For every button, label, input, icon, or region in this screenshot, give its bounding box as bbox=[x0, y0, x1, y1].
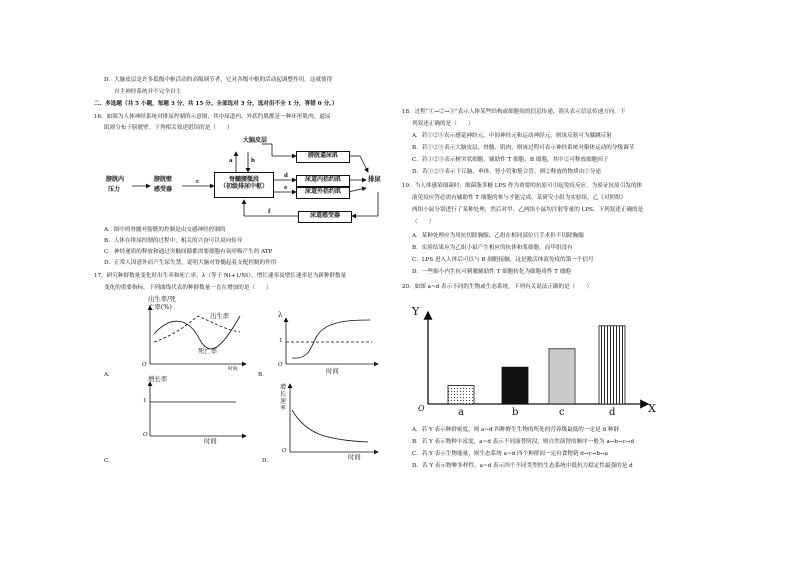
q17c-xlabel: 时间 bbox=[204, 437, 217, 445]
q19-stem-line2: 液免疫应答必需有辅助性 T 细胞的参与才能完成，某研究小组为实验组，乙《对照组》 bbox=[412, 195, 627, 201]
q16-inner-sphincter-box: 尿道内括约肌 bbox=[296, 175, 350, 187]
q19-stem-line1: 19．当人体感染细菌时，细菌脂多糖 LPS 作为重要的抗原可引起免疫反应。为验证抗原引发的体 bbox=[402, 183, 643, 189]
q17a-ylabel-l1: 出生率/死 bbox=[148, 295, 176, 303]
q16-path-c: c bbox=[196, 179, 200, 185]
q17-stem-line1: 17．研究种群数量变化时出生率和死亡率，λ（等于 Nt+1/Nt），增长速率及增长速率是为新种群数量 bbox=[94, 273, 347, 279]
q17b-option-label: B． bbox=[258, 372, 268, 378]
q16-bladder-receptor-l2: 感受器 bbox=[154, 186, 173, 193]
q16-bladder-pressure-l2: 压力 bbox=[108, 186, 121, 193]
q16-bladder-receptor-l1: 膀胱壁 bbox=[154, 176, 173, 183]
q17c-origin: O bbox=[143, 432, 148, 438]
q16-stem-line2: 肌则分布于膀胱壁。下列相关叙述错误的是（ ） bbox=[104, 125, 233, 131]
q16-path-b: b bbox=[251, 158, 255, 164]
q16-path-e: e bbox=[284, 185, 288, 191]
q18-stem-line2: 列叙述正确的是（ ） bbox=[412, 121, 474, 127]
q17a-death-label: 死亡率 bbox=[198, 347, 218, 355]
q19-option-c: C．LPS 进入人体后可以与 B 细胞接触，这是激活体液免疫的第一个信号 bbox=[412, 257, 594, 263]
q20-category-c: c bbox=[559, 407, 565, 418]
q16-outer-sphincter-box: 尿道外括约肌 bbox=[296, 187, 350, 199]
q18-option-a: A．若①②③表示感觉神经元、中间神经元和运动神经元，则该反射可为膝跳反射 bbox=[412, 133, 612, 139]
q17-stem-line2: 变化的重要指标。下列曲线代表的种群数量一直在增加的是（ ） bbox=[104, 285, 272, 291]
q17d-origin: O bbox=[282, 448, 287, 454]
q17b-xlabel: 时间 bbox=[326, 367, 339, 375]
q17a-ylabel-l2: 亡率(%) bbox=[148, 303, 172, 311]
q20-category-b: b bbox=[512, 407, 519, 418]
q16-option-c: C．神经递质的释放和通过突触间隙都需要细胞有氧呼吸产生的 ATP bbox=[104, 249, 273, 255]
q16-spinal-label-l2: （初级排尿中枢） bbox=[219, 183, 268, 190]
q19-option-b: B．实验结果应为乙组小鼠产生相应的抗体和浆细胞，而甲组没有 bbox=[412, 245, 573, 251]
q20-origin: O bbox=[418, 404, 425, 413]
q20-bar-b bbox=[502, 367, 528, 404]
q18-option-b: B．若①②③表示大脑皮层、脊髓、肌肉，则该过程可表示神经系统对躯体运动的分级调节 bbox=[412, 145, 635, 151]
q20-stem: 20．如图 a~d 表示不同的生物或生态系统。下列有关说法正确的是（ ） bbox=[402, 284, 593, 290]
q16-stem-line1: 16．如图为人体神经系统对排尿控制的示意图，其中尿道内、外括约肌都是一种环形肌肉，逼尿 bbox=[94, 114, 331, 120]
q16-detrusor-box: 膀胱逼尿肌 bbox=[296, 151, 350, 163]
q17b-lambda: λ bbox=[278, 311, 283, 319]
q20-x-label: X bbox=[648, 402, 656, 415]
q17d-option-label: D． bbox=[262, 458, 273, 464]
q16-path-a: a bbox=[229, 158, 233, 164]
q20-y-label: Y bbox=[412, 305, 420, 318]
q17d-ylabel-1: 增 bbox=[280, 384, 287, 391]
q20-option-b: B．若 Y 表示物种丰富度，a~d 表示不同演替阶段，则自然演替的顺序一般为 a→b→c→d bbox=[412, 439, 635, 445]
q17d-ylabel-2: 长 bbox=[280, 391, 287, 398]
q18-stem-line1: 18．过程“①→②→③”表示人体某些结构或细胞间的信息传递，箭头表示信息传递方向。下 bbox=[402, 109, 626, 115]
q17a-origin: O bbox=[142, 362, 147, 368]
q16-urethra-receptor-box: 尿道感受器 bbox=[298, 211, 352, 223]
q17d-ylabel-4: 率 bbox=[280, 405, 287, 412]
q17b-one-tick: 1 bbox=[279, 338, 283, 344]
q15-option-d-line2: 自主神经系统并不完全自主 bbox=[114, 89, 182, 95]
q19-stem-line4: （ ） bbox=[412, 219, 435, 225]
q19-option-d: D．一些缩小内生抗可刺激辅助性 T 细胞转化为细胞毒性 T 细胞 bbox=[412, 269, 571, 275]
q17d-ylabel-3: 速 bbox=[280, 398, 287, 405]
q17c-option-label: C． bbox=[104, 458, 114, 464]
q16-spinal-label-l1: 脊髓腰骶段 bbox=[228, 176, 259, 183]
q20-bar-a bbox=[448, 386, 474, 404]
q20-category-a: a bbox=[458, 407, 464, 418]
q16-urination-label: 排尿 bbox=[368, 175, 381, 183]
q20-category-d: d bbox=[609, 407, 616, 418]
q20-bar-d bbox=[599, 326, 625, 404]
section-multi-choice-heading: 二、多选题（共 5 小题，每题 3 分，共 15 分。全部选对 3 分，选对但不全 1 分，答错 0 分。） bbox=[94, 101, 338, 107]
q18-option-d: D．若①②③表示下丘脑、垂体、肾小管和集合管，则②释放的物质由①分泌 bbox=[412, 169, 602, 175]
q16-option-a: A．图中的脊髓对膀胱的控制是由交感神经控制的 bbox=[104, 227, 226, 233]
q15-option-d-line1: D．大脑皮层是许多低级中枢活动的高级调节者，它对各级中枢的活动起调整作用，这就使得 bbox=[104, 77, 333, 83]
q16-path-d: d bbox=[284, 173, 288, 179]
q20-bar-c bbox=[549, 349, 575, 404]
q18-option-c: C．若①②③表示树突状细胞、辅助性 T 细胞、B 细胞，其中②可释放细胞因子 bbox=[412, 157, 609, 163]
q17d-xlabel: 时间 bbox=[348, 453, 361, 461]
q17a-xlabel: 时间 bbox=[228, 367, 238, 372]
q19-stem-line3: 两组小鼠分别进行了某种处理，然后对甲、乙两组小鼠均注射等量的 LPS。下列叙述正确的是 bbox=[412, 207, 644, 213]
q20-option-d: D．若 Y 表示物种多样性，a~d 表示四个不同类型的生态系统中抵抗力稳定性最强的是 d bbox=[412, 463, 633, 469]
q16-path-f: f bbox=[268, 209, 271, 215]
q20-option-c: C．若 Y 表示生物能量，则生态系统 a~d 四个种群间一定有食物链 d→c→b→a bbox=[412, 451, 609, 457]
q16-option-b: B．人体在排尿控制的过程中，相关的兴奋可以双向传导 bbox=[104, 238, 243, 244]
q19-option-a: A．某种处理应为用抗切除胸腺，乙组在相同部位只手术但不切除胸腺 bbox=[412, 233, 584, 239]
q17c-ylabel: 增长率 bbox=[148, 375, 168, 383]
q17b-origin: O bbox=[278, 362, 283, 368]
q16-option-d: D．正常人因意外而产生尿失禁，说明大脑对脊髓起着支配控制的作用 bbox=[104, 260, 277, 266]
q17a-option-label: A． bbox=[104, 372, 114, 378]
q16-cortex-label: 大脑皮层 bbox=[243, 137, 268, 144]
q16-bladder-pressure-l1: 膀胱内 bbox=[106, 176, 125, 183]
q17a-birth-label: 出生率 bbox=[210, 312, 230, 320]
q20-option-a: A．若 Y 表示种群密度，则 a~d 四种野生生物的所处的营养级最低的一定是 d 种群 bbox=[412, 427, 619, 433]
q17c-one-tick: 1 bbox=[143, 398, 147, 404]
